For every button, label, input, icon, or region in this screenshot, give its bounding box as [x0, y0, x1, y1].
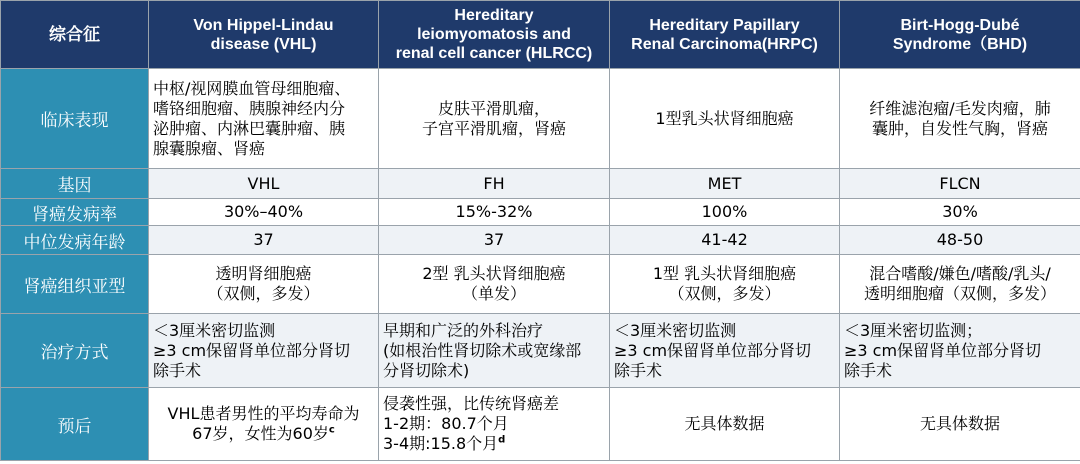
cell-prognosis-vhl: VHL患者男性的平均寿命为 67岁，女性为60岁$^c$ — [149, 388, 379, 461]
cell-clinical-hlrcc: 皮肤平滑肌瘤， 子宫平滑肌瘤，肾癌 — [379, 69, 610, 169]
cell-age-bhd: 48-50 — [840, 226, 1080, 255]
header-syndrome: 综合征 — [1, 1, 149, 69]
row-label-prognosis: 预后 — [1, 388, 149, 461]
row-label-median-age: 中位发病年龄 — [1, 226, 149, 255]
cell-clinical-bhd: 纤维滤泡瘤/毛发肉瘤，肺 囊肿，自发性气胸，肾癌 — [840, 69, 1080, 169]
header-hrpc: Hereditary Papillary Renal Carcinoma(HRPC) — [610, 1, 840, 69]
row-subtype — [1, 255, 1080, 314]
row-clinical — [1, 69, 1080, 169]
cell-treatment-hrpc: ＜3厘米密切监测 ≥3 cm保留肾单位部分肾切 除手术 — [610, 314, 840, 388]
cell-clinical-vhl: 中枢/视网膜血管母细胞瘤、 嗜铬细胞瘤、胰腺神经内分 泌肿瘤、内淋巴囊肿瘤、胰 腺囊腺瘤、肾癌 — [149, 69, 379, 169]
row-incidence — [1, 199, 1080, 226]
cell-gene-vhl: VHL — [149, 169, 379, 199]
row-gene — [1, 169, 1080, 199]
cell-treatment-hlrcc: 早期和广泛的外科治疗 (如根治性肾切除术或宽缘部 分肾切除术) — [379, 314, 610, 388]
cell-subtype-bhd: 混合嗜酸/嫌色/嗜酸/乳头/ 透明细胞瘤（双侧，多发） — [840, 255, 1080, 314]
cell-prognosis-hrpc: 无具体数据 — [610, 388, 840, 461]
row-label-treatment: 治疗方式 — [1, 314, 149, 388]
cell-gene-hlrcc: FH — [379, 169, 610, 199]
header-row — [1, 1, 1080, 69]
footnote-ref-d: d — [498, 434, 506, 446]
cell-subtype-vhl: 透明肾细胞癌 （双侧，多发） — [149, 255, 379, 314]
cell-incidence-bhd: 30% — [840, 199, 1080, 226]
header-vhl: Von Hippel-Lindau disease (VHL) — [149, 1, 379, 69]
cell-incidence-vhl: 30%–40% — [149, 199, 379, 226]
row-label-clinical: 临床表现 — [1, 69, 149, 169]
row-label-gene: 基因 — [1, 169, 149, 199]
cell-age-vhl: 37 — [149, 226, 379, 255]
header-hlrcc: Hereditary leiomyomatosis and renal cell cancer (HLRCC) — [379, 1, 610, 69]
cell-subtype-hlrcc: 2型 乳头状肾细胞癌 （单发） — [379, 255, 610, 314]
cell-age-hrpc: 41-42 — [610, 226, 840, 255]
cell-gene-bhd: FLCN — [840, 169, 1080, 199]
row-label-subtype: 肾癌组织亚型 — [1, 255, 149, 314]
cell-subtype-hrpc: 1型 乳头状肾细胞癌 （双侧，多发） — [610, 255, 840, 314]
cell-incidence-hrpc: 100% — [610, 199, 840, 226]
header-bhd: Birt-Hogg-Dubé Syndrome（BHD) — [840, 1, 1080, 69]
cell-age-hlrcc: 37 — [379, 226, 610, 255]
footnote-ref-c: c — [328, 424, 335, 436]
row-label-incidence: 肾癌发病率 — [1, 199, 149, 226]
cell-clinical-hrpc: 1型乳头状肾细胞癌 — [610, 69, 840, 169]
cell-treatment-vhl: ＜3厘米密切监测 ≥3 cm保留肾单位部分肾切 除手术 — [149, 314, 379, 388]
cell-gene-hrpc: MET — [610, 169, 840, 199]
row-treatment — [1, 314, 1080, 388]
cell-treatment-bhd: ＜3厘米密切监测； ≥3 cm保留肾单位部分肾切 除手术 — [840, 314, 1080, 388]
cell-prognosis-bhd: 无具体数据 — [840, 388, 1080, 461]
row-median-age — [1, 226, 1080, 255]
row-prognosis — [1, 388, 1080, 461]
cell-prognosis-hlrcc: 侵袭性强，比传统肾癌差 1-2期：80.7个月 3-4期:15.8个月$^d$ — [379, 388, 610, 461]
cell-incidence-hlrcc: 15%-32% — [379, 199, 610, 226]
